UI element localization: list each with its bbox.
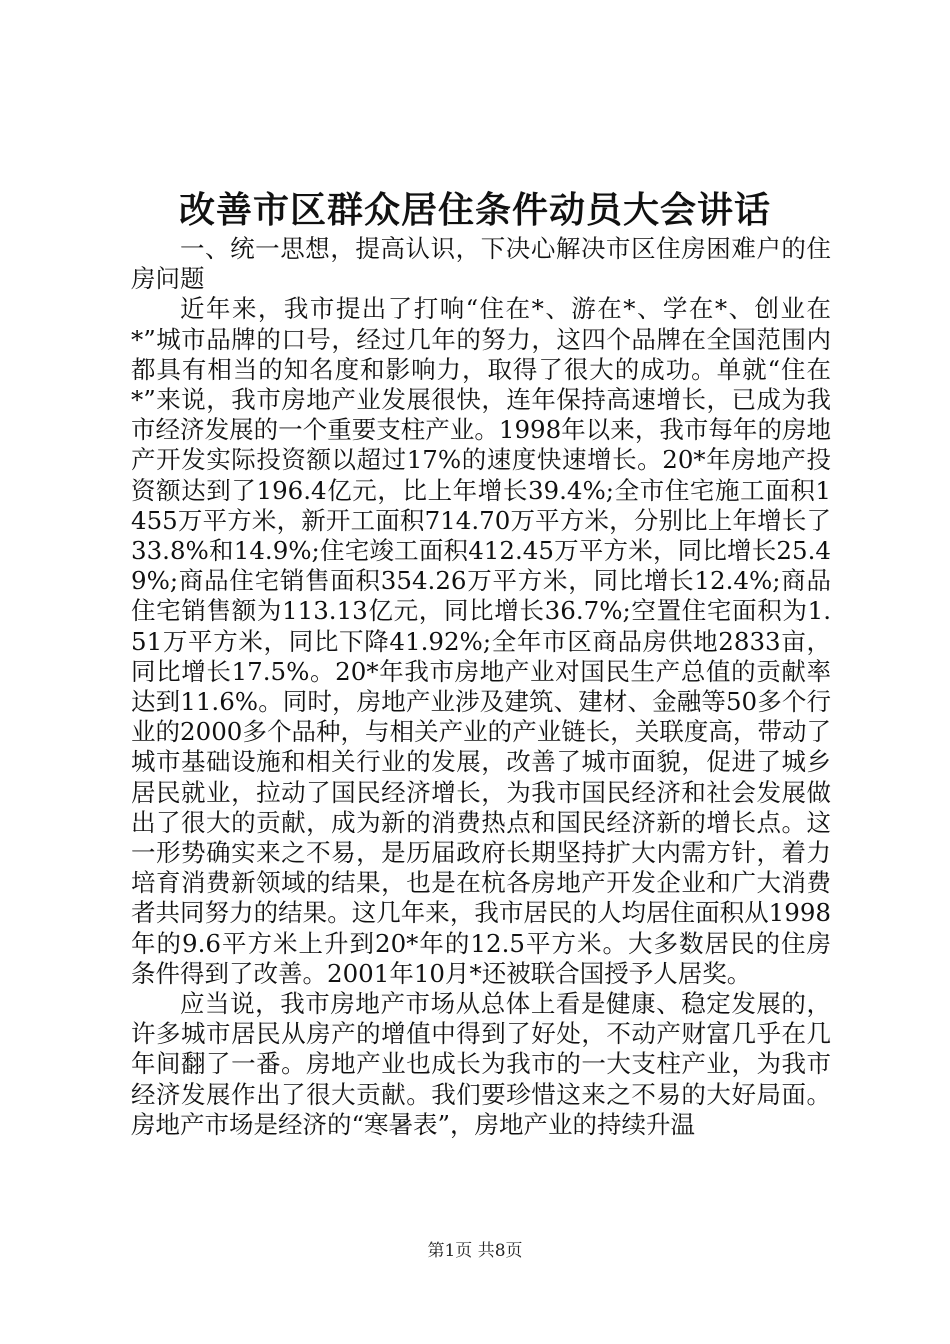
document-body xyxy=(131,234,831,1140)
body-paragraph: 应当说，我市房地产市场从总体上看是健康、稳定发展的，许多城市居民从房产的增值中得到了好处，不动产财富几乎在几年间翻了一番。房地产业也成长为我市的一大支柱产业，为我市经济发展作出了很大贡献。我们要珍惜这来之不易的大好局面。房地产市场是经济的“寒暑表”，房地产业的持续升温 xyxy=(131,989,831,1139)
body-paragraph: 近年来，我市提出了打响“住在*、游在*、学在*、创业在*”城市品牌的口号，经过几年的努力，这四个品牌在全国范围内都具有相当的知名度和影响力，取得了很大的成功。单就“住在*”来说，我市房地产业发展很快，连年保持高速增长，已成为我市经济发展的一个重要支柱产业。1998年以来，我市每年的房地产开发实际投资额以超过17%的速度快速增长。20*年房地产投资额达到了196.4亿元，比上年增长39.4%;全市住宅施工面积1455万平方米，新开工面积714.70万平方米，分别比上年增长了33.8%和14.9%;住宅竣工面积412.45万平方米，同比增长25.49%;商品住宅销售面积354.26万平方米，同比增长12.4%;商品住宅销售额为113.13亿元，同比增长36.7%;空置住宅面积为1.51万平方米，同比下降41.92%;全年市区商品房供地2833亩，同比增长17.5%。20*年我市房地产业对国民生产总值的贡献率达到11.6%。同时，房地产业涉及建筑、建材、金融等50多个行业的2000多个品种，与相关产业的产业链长，关联度高，带动了城市基础设施和相关行业的发展，改善了城市面貌，促进了城乡居民就业，拉动了国民经济增长，为我市国民经济和社会发展做出了很大的贡献，成为新的消费热点和国民经济新的增长点。这一形势确实来之不易，是历届政府长期坚持扩大内需方针，着力培育消费新领域的结果，也是在杭各房地产开发企业和广大消费者共同努力的结果。这几年来，我市居民的人均居住面积从1998年的9.6平方米上升到20*年的12.5平方米。大多数居民的住房条件得到了改善。2001年10月*还被联合国授予人居奖。 xyxy=(131,294,831,988)
page-number-footer: 第1页 共8页 xyxy=(427,1241,523,1261)
document-title: 改善市区群众居住条件动员大会讲话 xyxy=(178,189,771,231)
section-heading: 一、统一思想，提高认识，下决心解决市区住房困难户的住房问题 xyxy=(131,234,831,294)
